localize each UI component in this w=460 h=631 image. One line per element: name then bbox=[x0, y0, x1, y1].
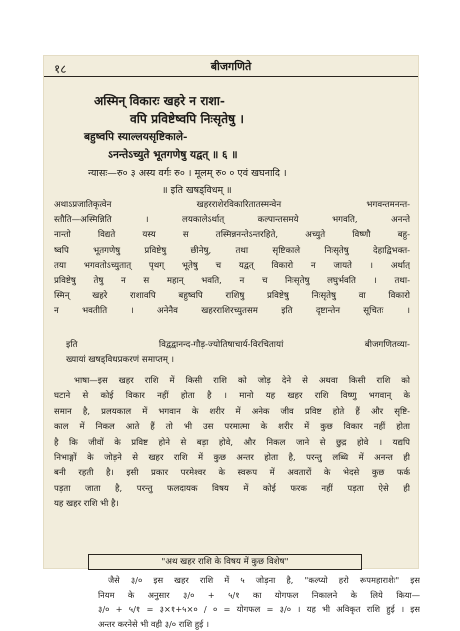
verse-line-4: ऽनन्तेऽच्युते भूतगणेषु यद्वत् ॥ ६ ॥ bbox=[108, 148, 238, 162]
colophon-line: इति विद्वद्वानन्द-गौड़-ज्योतिषाचार्य-विरचितायां बीजगणितव्या- bbox=[66, 338, 410, 353]
commentary-line: नान्तो विद्यते यस्य स तस्मिन्ननन्तेऽन्तरहिते, अच्युते विष्णौ बहु- bbox=[54, 228, 410, 243]
hindi-line: निभाङ्गों के जोड़ने से खहर राशि में कुछ अन्तर होता है, परन्तु लब्धि में अनन्त ही bbox=[54, 451, 410, 466]
page-number: १८ bbox=[54, 60, 66, 77]
hindi-line: बनी रहती है। इसी प्रकार परमेश्वर के स्वरूप में अवतारों के भेदसे कुछ फर्क bbox=[54, 466, 410, 481]
commentary-line: स्मिन् खहरे राशावपि बहुष्वपि राशिषु प्रविष्टेषु निःसृतेषु वा विकारो bbox=[54, 289, 410, 304]
section-end-marker: ॥ इति खषड्विधम् ॥ bbox=[162, 183, 232, 196]
sanskrit-commentary bbox=[54, 198, 410, 320]
commentary-line: स्तौति—अस्मिन्निति । लयकालेऽर्थात् कल्पान्तसमये भगवति, अनन्ते bbox=[54, 213, 410, 228]
commentary-line: अथाऽप्रजातिकृत्वेन खहरराशेरविकारितातस्मन्वेन भगवन्तमनन्त- bbox=[54, 198, 410, 213]
example-text bbox=[98, 573, 420, 631]
hindi-line: है कि जीवों के प्रविष्ट होने से बड़ा होवे, और निकल जाने से छुद्र होवे । यद्यपि bbox=[54, 436, 410, 451]
colophon bbox=[66, 338, 410, 368]
hindi-line: काल में निकल आते हैं तो भी उस परमात्मा के शरीर में कुछ विकार नहीं होता bbox=[54, 420, 410, 435]
commentary-line: प्रविष्टेषु तेषु न स महान् भवति, न च निःसृतेषु लघुर्भवति । तथा- bbox=[54, 274, 410, 289]
section-heading-box: "अथ खहर राशि के विषय में कुछ विशेष" bbox=[88, 554, 362, 570]
colophon-line: ख्यायां खषड्विधप्रकरणं समाप्तम् । bbox=[66, 353, 410, 368]
verse-line-3: बहुष्वपि स्याल्लयसृष्टिकाले- bbox=[84, 130, 187, 144]
commentary-line: ष्वपि भूतगणेषु प्रविष्टेषु छीनेषु, तथा सृष्टिकाले निःसृतेषु देहाद्विभक्त- bbox=[54, 244, 410, 259]
example-line: जैसे ३/० इस खहर राशि में ५ जोड़ना है, "कल्प्यो हरो रूपमहाराशेः" इस bbox=[98, 573, 420, 588]
example-line: अन्तर करनेसे भी वही ३/० राशि हुई । bbox=[98, 617, 420, 631]
hindi-line: पड़ता जाता है, परन्तु फलदायक विषय में कोई फरक नहीं पड़ता ऐसे ही bbox=[54, 482, 410, 497]
running-header bbox=[44, 56, 418, 77]
example-line: ३/० + ५/१ = ३×१+५×० / ० = योगफल = ३/० । यह भी अविकृत राशि हुई । इस bbox=[98, 602, 420, 617]
book-page bbox=[44, 56, 418, 568]
hindi-line: घटाने से कोई विकार नहीं होता है । मानो यह खहर राशि विष्णु भगवान् के bbox=[54, 389, 410, 404]
hindi-explanation bbox=[54, 374, 410, 513]
hindi-line: यह खहर राशि भी है। bbox=[54, 497, 410, 512]
example-line: नियम के अनुसार ३/० + ५/१ का योगफल निकालने के लिये किया— bbox=[98, 588, 420, 603]
commentary-line: न भवतीति । अनेनैव खहरराशिरच्युतसम इति दृष्टान्तेन सूचितः । bbox=[54, 304, 410, 319]
verse-line-2: वपि प्रविष्टेष्वपि निःसृतेषु । bbox=[130, 110, 244, 127]
verse-line-1: अस्मिन् विकारः खहरे न राशा- bbox=[94, 92, 225, 109]
hindi-line: भाषा—इस खहर राशि में किसी राशि को जोड़ देने से अथवा किसी राशि को bbox=[54, 374, 410, 389]
nyasa-line: न्यासः—रु० ३ अस्य वर्गः रु० । मूलम् रु० ० एवं खघनादि । bbox=[88, 166, 287, 179]
hindi-line: समान है, प्रलयकाल में भगवान के शरीर में अनेक जीव प्रविष्ट होते हैं और सृष्टि- bbox=[54, 405, 410, 420]
commentary-line: तया भगवतोऽच्युतात् पृथग् भूतेषु च यद्वत् विकारो न जायते । अर्थात् bbox=[54, 259, 410, 274]
running-title: बीजगणिते bbox=[44, 59, 418, 74]
